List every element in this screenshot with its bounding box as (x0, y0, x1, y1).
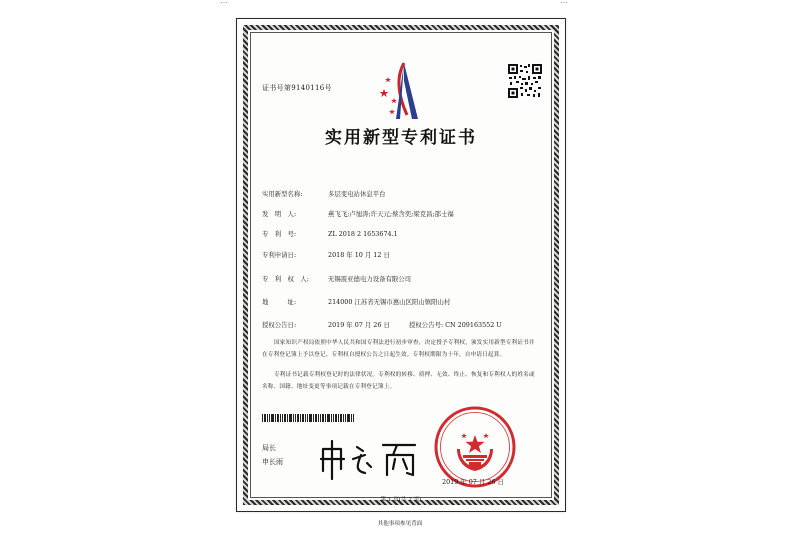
field-patentee (262, 274, 411, 283)
top-fragment-right: … (560, 0, 568, 5)
field-utility-model-name (262, 189, 386, 198)
field-value: 2018 年 10 月 12 日 (328, 251, 390, 259)
field-application-date (262, 250, 390, 259)
certificate-paragraph-1: 国家知识产权局依照中华人民共和国专利法进行初步审查，决定授予专利权，颁发实用新型专利证书并在专利登记簿上予以登记。专利权自授权公告之日起生效。专利权期限为十年，自申请日起算。 (262, 340, 535, 358)
field-grant-date (262, 320, 502, 329)
footer-note: 其他事项参见背面 (377, 521, 423, 527)
cnipa-emblem-icon (374, 59, 430, 123)
field-value: 多层变电站休息平台 (328, 190, 386, 198)
field-inventors (262, 209, 454, 218)
field-value: 214000 江苏省无锡市惠山区阳山镇阳山村 (328, 298, 451, 306)
qr-code-icon (507, 63, 543, 99)
field-label: 专 利 权 人: (262, 275, 309, 283)
field-label: 地 址: (262, 298, 297, 306)
director-signature (317, 437, 427, 481)
field-address (262, 297, 450, 306)
top-fragment-left: … (220, 0, 228, 5)
top-crop-strip (0, 0, 800, 6)
field-value: 2019 年 07 月 26 日 授权公告号: CN 209163552 U (328, 321, 502, 329)
field-label: 授权公告日: (262, 321, 297, 329)
field-label: 实用新型名称: (262, 190, 303, 198)
field-value: ZL 2018 2 1653674.1 (328, 230, 398, 238)
seal-date: 2019 年 07 月 26 日 (442, 478, 504, 486)
field-label: 发 明 人: (262, 210, 297, 218)
certificate-title: 实用新型专利证书 (325, 128, 477, 148)
field-label: 专 利 号: (262, 230, 297, 238)
field-value: 燕飞飞;卢旭涛;许天元;蔡含奕;梁克昌;邵士福 (328, 210, 454, 218)
field-value: 无锡震亚德电力设备有限公司 (328, 275, 412, 283)
patent-certificate (236, 18, 566, 512)
barcode-icon (262, 414, 354, 422)
page-number: 第 1 页(共 2 页) (380, 497, 422, 503)
certificate-number: 证书号第9140116号 (262, 84, 332, 92)
certificate-paragraph-2: 专利证书记载专利权登记时的法律状况。专利权的转移、质押、无效、终止、恢复和专利权人的姓名或名称、国籍、地址变更等事项记载在专利登记簿上。 (262, 372, 535, 390)
director-name: 申长雨 (262, 458, 283, 466)
field-label: 专利申请日: (262, 251, 297, 259)
director-title: 局长 (262, 444, 276, 452)
field-patent-number (262, 229, 398, 238)
